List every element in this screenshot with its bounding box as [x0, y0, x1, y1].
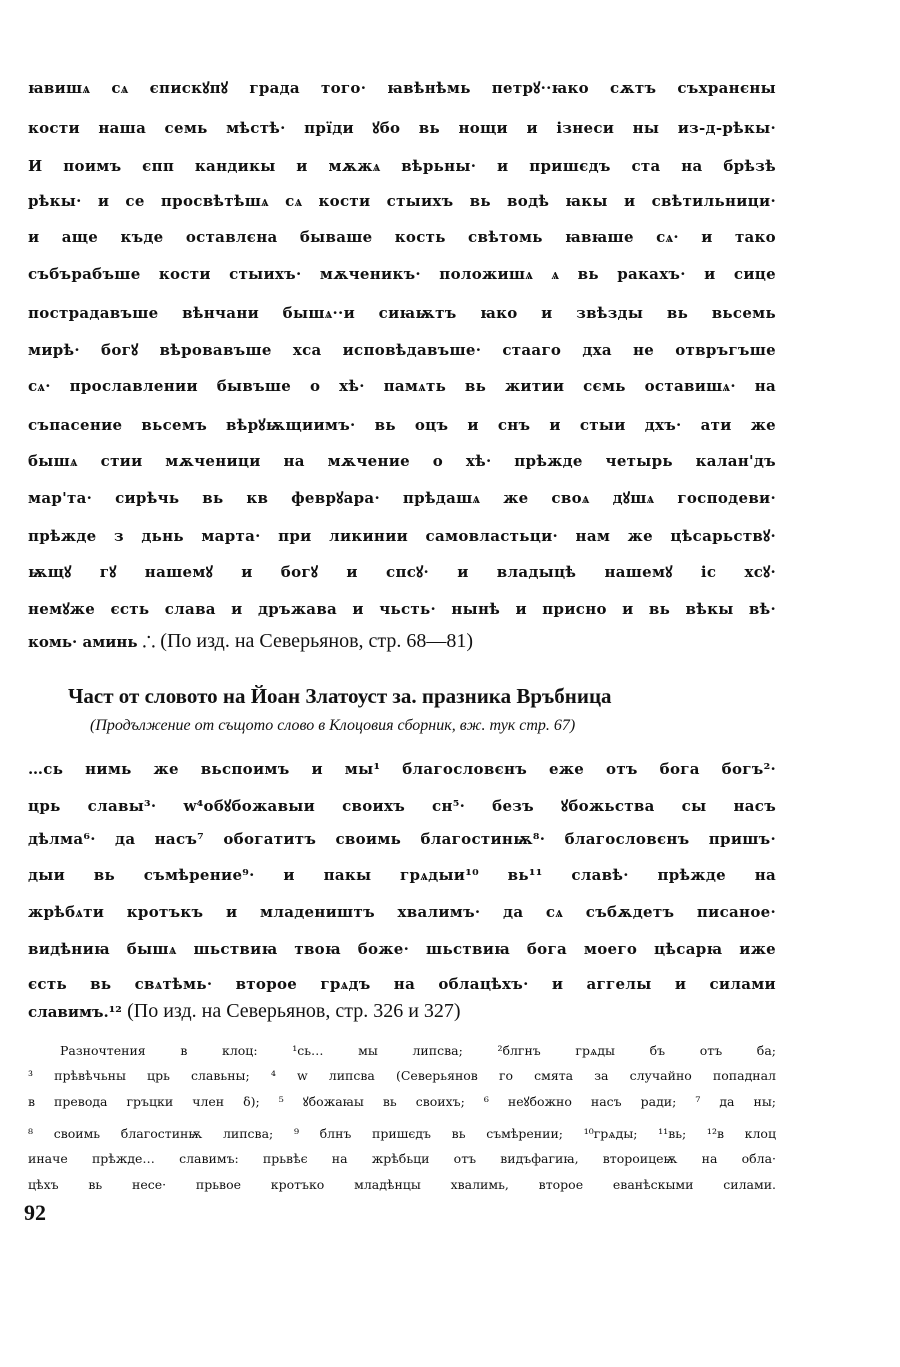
slavonic-ending: комь· аминь ⸫ — [28, 633, 156, 651]
variant-line: Разночтения в клоц: ¹сь… мы липсва; ²блгнъ грѧды бъ отъ ба; — [60, 1043, 776, 1058]
text-line: мар'та· сирѣчь вь кв феврꙋара· прѣдашѧ же своѧ дꙋшѧ господеви· — [28, 489, 776, 507]
text-line: ꙗвишѧ сѧ єпискꙋпꙋ града того· ꙗвѣнѣмь петрꙋ··ꙗко сѫтъ съхранєны — [28, 79, 776, 97]
text-line: дѣлма⁶· да насъ⁷ обогатитъ своимь благостинѭ⁸· благословєнъ пришъ· — [28, 830, 776, 848]
text-line: бышѧ стии мѫченици на мѫчение о хѣ· прѣжде четырь калан'дъ — [28, 452, 776, 470]
text-line: събърабъше кости стыихъ· мѫченикъ· положишѧ ѧ вь ракахъ· и сице — [28, 265, 776, 283]
text-line: съпасение вьсемъ вѣрꙋѭщиимъ· вь оцъ и снъ и стыи дхъ· ати же — [28, 416, 776, 434]
text-line-last — [28, 1000, 776, 1023]
text-line: и аще къде оставлєна бываше кость свѣтомь ꙗвꙗше сѧ· и тако — [28, 228, 776, 246]
text-line: немꙋже єсть слава и дръжава и чьсть· нынѣ и присно и вь вѣкы вѣ· — [28, 600, 776, 618]
text-line: рѣкы· и се просвѣтѣшѧ сѧ кости стыихъ вь водѣ ꙗкы и свѣтильници· — [28, 192, 776, 210]
text-line: видѣниꙗ бышѧ шьствиꙗ твоꙗ боже· шьствиꙗ бога моего цѣсарꙗ иже — [28, 940, 776, 958]
page-number: 92 — [24, 1200, 46, 1225]
text-line: црь славы³· w⁴обꙋбожавыи своихъ сн⁵· безъ ꙋбожьства сы насъ — [28, 797, 776, 815]
text-line: дыи вь съмѣрение⁹· и пакы грѧдыи¹⁰ вь¹¹ славѣ· прѣжде на — [28, 866, 776, 884]
source-reference: (По изд. на Северьянов, стр. 326 и 327) — [127, 1000, 461, 1022]
variant-line: ⁸ своимь благостинѭ липсва; ⁹ блнъ пришєдъ вь съмѣрении; ¹⁰грѧды; ¹¹вь; ¹²в клоц — [28, 1126, 776, 1141]
variant-line: в превода гръцки член δ); ⁵ ꙋбожаꙗы вь своихъ; ⁶ неꙋбожно насъ ради; ⁷ да ны; — [28, 1094, 776, 1109]
text-line: И поимъ єпп кандикы и мѫжѧ вѣрьны· и пришєдъ ста на брѣзѣ — [28, 157, 776, 175]
text-line-last — [28, 630, 776, 653]
text-line: кости наша семь мѣстѣ· прїди ꙋбо вь нощи и ізнеси ны из-д-рѣкы· — [28, 119, 776, 137]
variant-line: ³ прѣвѣчьны црь славьны; ⁴ w липсва (Северьянов го смята за случайно попаднал — [28, 1068, 776, 1083]
text-line: мирѣ· богꙋ вѣровавъше хса исповѣдавъше· стааго дха не отвръгъше — [28, 341, 776, 359]
text-line: …сь нимь же вьспоимъ и мы¹ благословєнъ еже отъ бога богъ²· — [28, 760, 776, 778]
source-reference: (По изд. на Северьянов, стр. 68—81) — [160, 630, 474, 652]
slavonic-ending: славимъ.¹² — [28, 1003, 122, 1021]
text-line: жрѣбѧти кротъкъ и младеништъ хвалимъ· да сѧ събѫдетъ писаное· — [28, 903, 776, 921]
text-line: єсть вь свѧтѣмь· второе грѧдъ на облацѣхъ· и аггелы и силами — [28, 975, 776, 993]
text-line: сѧ· прославлении бывъше о хѣ· памѧть вь житии сємь оставишѧ· на — [28, 377, 776, 395]
variant-line: иначе прѣжде… славимъ: прьвѣє на жрѣбьци отъ видъфагиꙗ, второицеѭ на обла· — [28, 1151, 776, 1166]
text-line: пострадавъше вѣнчани бышѧ··и сиꙗѭтъ ꙗко и звѣзды вь вьсемь — [28, 304, 776, 322]
section-heading: Част от словото на Йоан Златоуст за. празника Връбница — [68, 684, 612, 708]
text-line: ѭщꙋ гꙋ нашемꙋ и богꙋ и спсꙋ· и владыцѣ нашемꙋ іс хсꙋ· — [28, 563, 776, 581]
section-subheading: (Продължение от същото слово в Клоцовия сборник, вж. тук стр. 67) — [90, 717, 576, 734]
text-line: прѣжде з дьнь марта· при ликинии самовластьци· нам же цѣсарьствꙋ· — [28, 527, 776, 545]
variant-line: цѣхъ вь несе· прьвое кротъко младѣнцы хвалимь, второе еванѣскыми силами. — [28, 1177, 776, 1192]
